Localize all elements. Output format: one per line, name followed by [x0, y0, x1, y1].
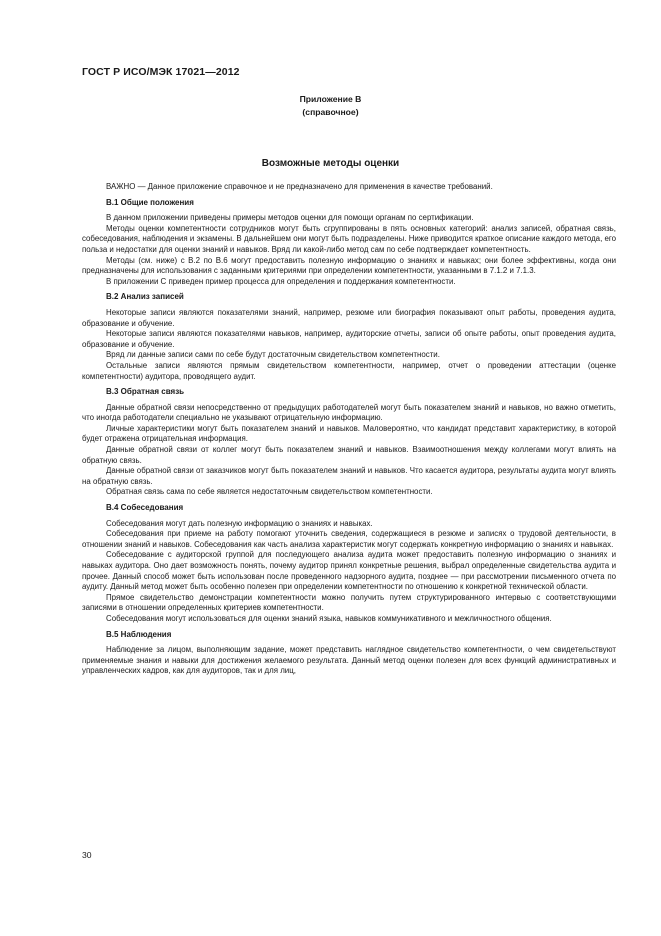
paragraph: Вряд ли данные записи сами по себе будут достаточным свидетельством компетентности.: [106, 350, 440, 360]
standard-header: ГОСТ Р ИСО/МЭК 17021—2012: [82, 66, 240, 78]
paragraph: Личные характеристики могут быть показателем знаний и навыков. Маловероятно, что кандидат представит характеристику, в которой будет отражена отрицательная информация.: [82, 423, 616, 444]
section-heading: В.4 Собеседования: [106, 503, 184, 513]
paragraph: Данные обратной связи от коллег могут быть показателем знаний и навыков. Взаимоотношения между коллегами могут влиять на обратную связь.: [82, 445, 616, 465]
paragraph: Некоторые записи являются показателями знаний, например, резюме или биография показывают опыт работы, проведения аудита, образование и обучение.: [82, 307, 616, 328]
paragraph: Наблюдение за лицом, выполняющим задание, может представить наглядное свидетельство компетентности, о чем свидетельствуют применяемые знания и навыки для достижения желаемого результата. Данный метод оценки полезен для всех функций административных и управленческих кадров, как для аудиторов, так и для лиц,: [82, 645, 616, 676]
section-heading: В.1 Общие положения: [106, 197, 194, 207]
page-number: 30: [82, 850, 92, 860]
annex-title: Приложение В: [299, 94, 362, 104]
page-title: Возможные методы оценки: [261, 158, 400, 169]
paragraph: Обратная связь сама по себе является недостаточным свидетельством компетентности.: [106, 487, 433, 497]
paragraph: Методы оценки компетентности сотрудников могут быть сгруппированы в пять основных категорий: анализ записей, обратная связь, собеседования, наблюдения и экзамены. В дальнейшем они могут быть подразделены. Ниже приводится краткое описание каждого метода, его польза и недостатки для оценки знаний и навыков. Вряд ли какой-либо метод сам по себе подтверждает компетентность.: [82, 223, 616, 254]
intro-note: ВАЖНО — Данное приложение справочное и не предназначено для применения в качестве требований.: [106, 182, 493, 191]
annex-subtitle: (справочное): [302, 107, 359, 117]
paragraph: Собеседования могут использоваться для оценки знаний языка, навыков коммуникативного и межличностного общения.: [106, 613, 552, 623]
document-body: [82, 182, 616, 677]
paragraph: Собеседования могут дать полезную информацию о знаниях и навыках.: [106, 518, 373, 528]
paragraph: Данные обратной связи от заказчиков могут быть показателем знаний и навыков. Что касается аудитора, результаты аудита могут влиять на обратную связь.: [82, 466, 616, 486]
paragraph: Данные обратной связи непосредственно от предыдущих работодателей могут быть показателем знаний и навыков, но важно отметить, что иногда работодатели специально не указывают отрицательную информацию.: [82, 402, 616, 423]
paragraph: Собеседования при приеме на работу помогают уточнить сведения, содержащиеся в резюме и записях о трудовой деятельности, в отношении знаний и навыков. Собеседования как часть анализа характеристик могут содержать конкретную информацию о знаниях и навыках.: [82, 529, 616, 549]
paragraph: Собеседование с аудиторской группой для последующего анализа аудита может предоставить полезную информацию о знаниях и навыках аудитора. Оно дает возможность понять, почему аудитор принял конкретные решения, выбрал определенные свидетельства аудита и прочее. Данный способ может быть использован после проведенного надзорного аудита, позднее — при рассмотрении письменного отчета по аудиту. Данный метод может быть особенно полезен при определении компетентности по отношению к конкретной технической области.: [82, 550, 616, 592]
paragraph: Некоторые записи являются показателями навыков, например, аудиторские отчеты, записи об опыте работы, опыт проведения аудита, образование и обучение.: [82, 329, 616, 349]
section-heading: В.2 Анализ записей: [106, 292, 184, 302]
paragraph: Остальные записи являются прямым свидетельством компетентности, например, отчет о проведении аттестации (оценке компетентности) аудитора, проводящего аудит.: [82, 360, 616, 381]
section-heading: В.5 Наблюдения: [106, 629, 172, 639]
section-heading: В.3 Обратная связь: [106, 387, 185, 397]
paragraph: В приложении С приведен пример процесса для определения и поддержания компетентности.: [106, 276, 456, 286]
paragraph: Методы (см. ниже) с В.2 по В.6 могут предоставить полезную информацию о знаниях и навыках; они более эффективны, когда они предназначены для использования с заданными критериями при определении компетентности, указанными в 7.1.2 и 7.1.3.: [82, 255, 616, 276]
paragraph: Прямое свидетельство демонстрации компетентности можно получить путем структурированного интервью с соответствующими записями в отношении определенных критериев компетентности.: [82, 592, 616, 613]
paragraph: В данном приложении приведены примеры методов оценки для помощи органам по сертификации.: [106, 213, 474, 223]
